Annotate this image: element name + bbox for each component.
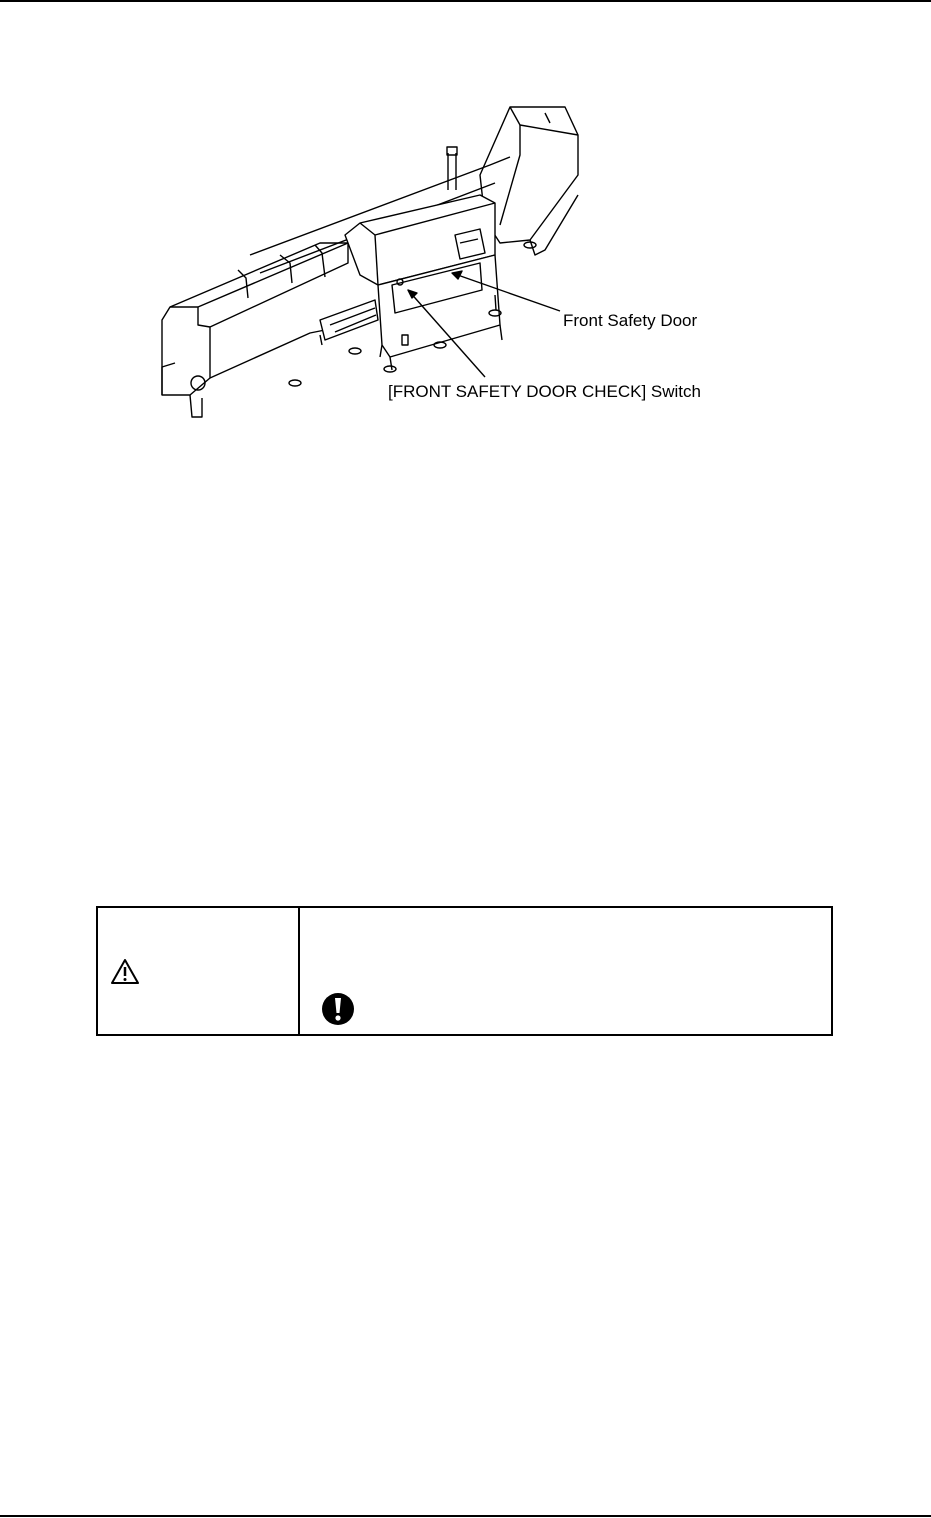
- footer-rule: [0, 1515, 931, 1517]
- notice-signal-cell: [98, 908, 300, 1034]
- mandatory-action-icon: [321, 992, 355, 1026]
- machine-figure: [150, 95, 830, 430]
- caution-notice-box: [96, 906, 833, 1036]
- warning-triangle-icon: [110, 958, 140, 985]
- machine-illustration: [150, 95, 830, 430]
- door-check-switch-label: [FRONT SAFETY DOOR CHECK] Switch: [388, 382, 701, 401]
- header-rule: [0, 0, 931, 2]
- notice-content-cell: [300, 908, 831, 1034]
- front-safety-door-label: Front Safety Door: [563, 311, 698, 330]
